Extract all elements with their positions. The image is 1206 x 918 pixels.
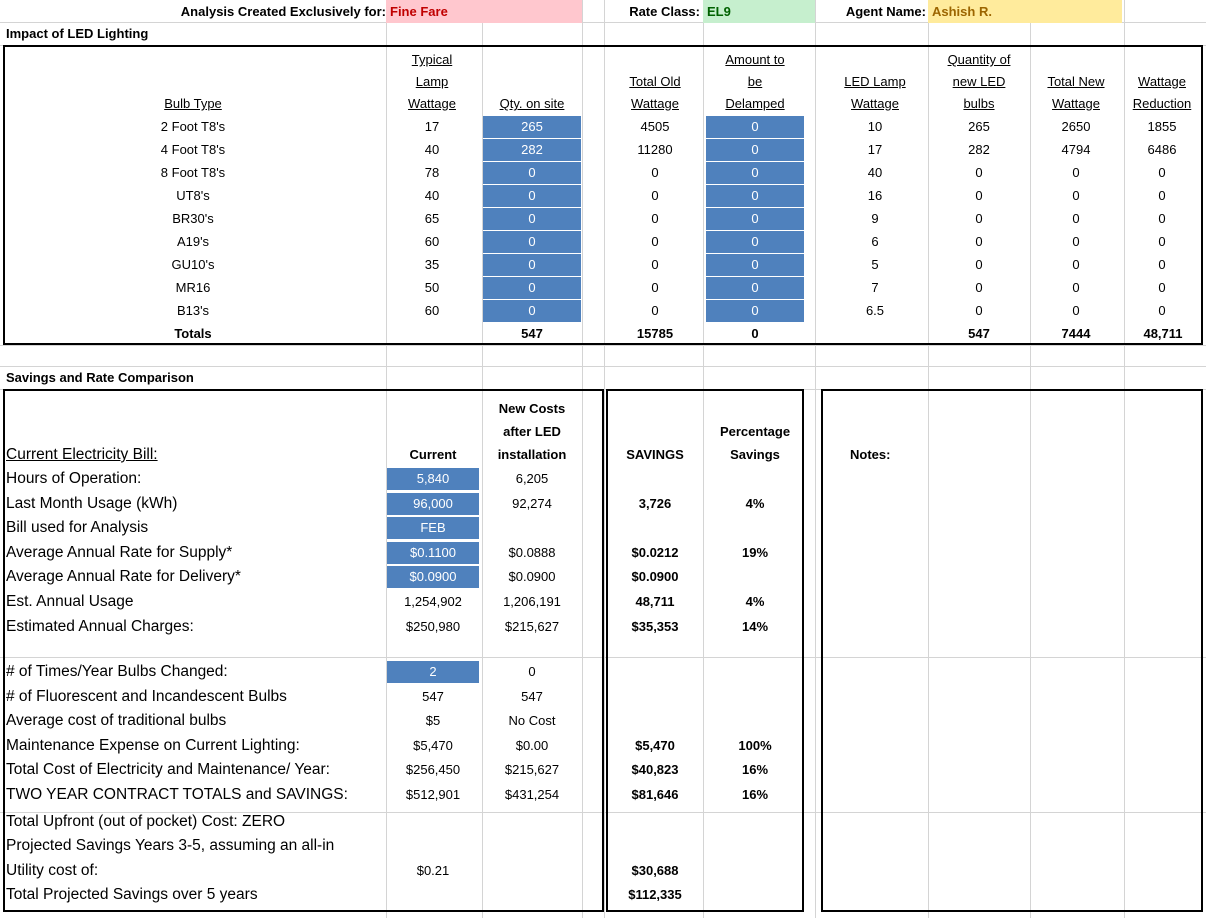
- total-old-wattage-cell: 4505: [640, 119, 670, 134]
- header-total-new-2: Wattage: [1052, 96, 1100, 111]
- header-total-old-wattage-1: Total Old: [629, 74, 681, 89]
- savings-title: Savings and Rate Comparison: [6, 370, 194, 385]
- savings-value-cell: $5,470: [635, 737, 675, 753]
- total-projected-label: Total Projected Savings over 5 years: [6, 886, 258, 903]
- qty-on-site-input[interactable]: 0: [483, 277, 581, 299]
- percentage-savings-cell: 100%: [738, 737, 772, 753]
- total-new-wattage-cell: 0: [1072, 188, 1080, 203]
- total-old-wattage-cell: 0: [651, 165, 659, 180]
- notes-label: Notes:: [850, 447, 891, 462]
- projected-rate: $0.21: [416, 863, 450, 878]
- savings-value-cell: 48,711: [635, 594, 675, 609]
- qty-on-site-input[interactable]: 265: [483, 116, 581, 138]
- typical-wattage-cell: 65: [424, 211, 440, 226]
- delamped-input[interactable]: 0: [706, 185, 804, 207]
- bulb-type-cell: A19's: [176, 234, 210, 249]
- percentage-savings-cell: 19%: [741, 544, 769, 560]
- led-wattage-cell: 6: [871, 234, 879, 249]
- new-cost-cell: No Cost: [508, 713, 556, 729]
- savings-row-label: TWO YEAR CONTRACT TOTALS and SAVINGS:: [6, 786, 348, 803]
- bulb-type-cell: UT8's: [176, 188, 210, 203]
- savings-row-label: Average Annual Rate for Delivery*: [6, 568, 241, 586]
- current-value-cell[interactable]: FEB: [387, 517, 479, 539]
- savings-row-label: # of Times/Year Bulbs Changed:: [6, 663, 228, 680]
- savings-row-label: Average Annual Rate for Supply*: [6, 543, 233, 561]
- new-led-qty-cell: 0: [975, 234, 983, 249]
- new-led-qty-cell: 0: [975, 211, 983, 226]
- current-value-cell[interactable]: 2: [387, 661, 479, 683]
- bulb-type-cell: MR16: [175, 280, 211, 295]
- bulb-type-cell: B13's: [176, 303, 210, 318]
- total-new-wattage-cell: 0: [1072, 165, 1080, 180]
- typical-wattage-cell: 50: [424, 280, 440, 295]
- current-value-cell[interactable]: 5,840: [387, 468, 479, 490]
- new-cost-cell: $215,627: [504, 618, 560, 634]
- totals-delamped: 0: [751, 326, 759, 341]
- header-reduction-1: Wattage: [1138, 74, 1186, 89]
- impact-title: Impact of LED Lighting: [6, 26, 149, 41]
- wattage-reduction-cell: 0: [1158, 188, 1166, 203]
- new-cost-cell: 547: [521, 688, 543, 704]
- total-old-wattage-cell: 11280: [637, 142, 673, 157]
- led-wattage-cell: 6.5: [865, 303, 885, 318]
- header-delamped-1: Amount to: [725, 52, 785, 67]
- totals-old-wattage: 15785: [636, 326, 674, 341]
- header-savings: SAVINGS: [626, 447, 684, 462]
- header-typical-wattage-2: Lamp: [415, 74, 449, 89]
- qty-on-site-input[interactable]: 0: [483, 162, 581, 184]
- delamped-input[interactable]: 0: [706, 231, 804, 253]
- new-led-qty-cell: 0: [975, 188, 983, 203]
- header-led-wattage-2: Wattage: [851, 96, 899, 111]
- wattage-reduction-cell: 0: [1158, 303, 1166, 318]
- current-value-cell[interactable]: 96,000: [387, 493, 479, 515]
- led-wattage-cell: 40: [867, 165, 883, 180]
- led-wattage-cell: 9: [871, 211, 879, 226]
- new-cost-cell: 6,205: [515, 471, 549, 486]
- savings-row-label: Bill used for Analysis: [6, 519, 149, 537]
- header-pct-1: Percentage: [719, 424, 791, 439]
- percentage-savings-cell: 16%: [741, 787, 769, 802]
- current-value-cell[interactable]: $0.1100: [387, 542, 479, 564]
- total-old-wattage-cell: 0: [651, 188, 659, 203]
- qty-on-site-input[interactable]: 282: [483, 139, 581, 161]
- wattage-reduction-cell: 0: [1158, 165, 1166, 180]
- savings-row-label: Total Cost of Electricity and Maintenance/ Year:: [6, 761, 330, 779]
- total-new-wattage-cell: 0: [1072, 234, 1080, 249]
- current-bill-label: Current Electricity Bill:: [6, 446, 158, 463]
- delamped-input[interactable]: 0: [706, 277, 804, 299]
- bulb-type-cell: GU10's: [171, 257, 215, 272]
- totals-reduction: 48,711: [1143, 326, 1183, 341]
- agent-label: Agent Name:: [845, 4, 926, 19]
- rate-class-value: EL9: [703, 0, 815, 23]
- qty-on-site-input[interactable]: 0: [483, 231, 581, 253]
- savings-row-label: Maintenance Expense on Current Lighting:: [6, 736, 300, 754]
- typical-wattage-cell: 60: [424, 234, 440, 249]
- total-new-wattage-cell: 0: [1072, 280, 1080, 295]
- new-cost-cell: $0.00: [515, 737, 549, 753]
- current-value-cell: $256,450: [405, 762, 461, 778]
- qty-on-site-input[interactable]: 0: [483, 185, 581, 207]
- savings-value-cell: $35,353: [631, 618, 679, 634]
- savings-value-cell: $40,823: [631, 762, 679, 778]
- qty-on-site-input[interactable]: 0: [483, 254, 581, 276]
- wattage-reduction-cell: 0: [1158, 257, 1166, 272]
- new-cost-cell: $431,254: [504, 787, 560, 802]
- delamped-input[interactable]: 0: [706, 254, 804, 276]
- total-old-wattage-cell: 0: [651, 257, 659, 272]
- header-bulb-type: Bulb Type: [164, 96, 222, 111]
- header-new-qty-3: bulbs: [963, 96, 995, 111]
- total-new-wattage-cell: 4794: [1061, 142, 1091, 157]
- upfront-label: Total Upfront (out of pocket) Cost: ZERO: [6, 813, 286, 830]
- savings-row-label: Hours of Operation:: [6, 470, 142, 487]
- new-led-qty-cell: 282: [968, 142, 990, 157]
- new-cost-cell: $215,627: [504, 762, 560, 778]
- header-led-wattage-1: LED Lamp: [844, 74, 906, 89]
- savings-center-box: [606, 389, 804, 912]
- savings-row-label: Estimated Annual Charges:: [6, 617, 194, 635]
- bulb-type-cell: 4 Foot T8's: [160, 142, 226, 157]
- percentage-savings-cell: 4%: [745, 594, 765, 609]
- delamped-input[interactable]: 0: [706, 300, 804, 322]
- totals-new-wattage: 7444: [1061, 326, 1091, 341]
- header-typical-wattage-1: Typical: [411, 52, 453, 67]
- bulb-type-cell: 8 Foot T8's: [160, 165, 226, 180]
- header-new-costs-1: New Costs: [498, 401, 566, 416]
- header-qty-on-site: Qty. on site: [499, 96, 565, 111]
- percentage-savings-cell: 16%: [741, 762, 769, 778]
- typical-wattage-cell: 78: [424, 165, 440, 180]
- typical-wattage-cell: 35: [424, 257, 440, 272]
- bulb-type-cell: BR30's: [172, 211, 214, 226]
- total-old-wattage-cell: 0: [651, 234, 659, 249]
- wattage-reduction-cell: 0: [1158, 211, 1166, 226]
- qty-on-site-input[interactable]: 0: [483, 208, 581, 230]
- savings-value-cell: $0.0900: [631, 569, 679, 585]
- total-old-wattage-cell: 0: [651, 303, 659, 318]
- new-led-qty-cell: 0: [975, 165, 983, 180]
- header-delamped-2: be: [747, 74, 763, 89]
- header-reduction-2: Reduction: [1132, 96, 1192, 111]
- total-new-wattage-cell: 0: [1072, 303, 1080, 318]
- totals-label: Totals: [174, 326, 212, 341]
- projected-label-2: Utility cost of:: [6, 862, 99, 879]
- new-led-qty-cell: 0: [975, 303, 983, 318]
- new-cost-cell: $0.0888: [508, 544, 556, 560]
- header-total-new-1: Total New: [1047, 74, 1105, 89]
- savings-value-cell: 3,726: [638, 495, 672, 511]
- new-led-qty-cell: 265: [968, 119, 990, 134]
- header-new-costs-3: installation: [497, 447, 567, 462]
- qty-on-site-input[interactable]: 0: [483, 300, 581, 322]
- delamped-input[interactable]: 0: [706, 162, 804, 184]
- header-pct-2: Savings: [730, 447, 780, 462]
- analysis-label: Analysis Created Exclusively for:: [180, 4, 386, 19]
- total-old-wattage-cell: 0: [651, 211, 659, 226]
- savings-row-label: Average cost of traditional bulbs: [6, 712, 227, 730]
- wattage-reduction-cell: 1855: [1147, 119, 1177, 134]
- typical-wattage-cell: 40: [424, 188, 440, 203]
- savings-value-cell: $0.0212: [631, 544, 679, 560]
- projected-savings: $30,688: [631, 863, 679, 878]
- total-new-wattage-cell: 0: [1072, 211, 1080, 226]
- led-wattage-cell: 10: [867, 119, 883, 134]
- delamped-input[interactable]: 0: [706, 139, 804, 161]
- savings-value-cell: $81,646: [631, 787, 679, 802]
- wattage-reduction-cell: 0: [1158, 234, 1166, 249]
- notes-box: [821, 389, 1203, 912]
- header-new-qty-2: new LED: [952, 74, 1006, 89]
- header-new-qty-1: Quantity of: [947, 52, 1011, 67]
- total-projected-savings: $112,335: [628, 887, 682, 902]
- led-wattage-cell: 5: [871, 257, 879, 272]
- client-name: Fine Fare: [386, 0, 582, 23]
- current-value-cell: $512,901: [405, 787, 461, 802]
- current-value-cell: 1,254,902: [404, 594, 462, 609]
- total-old-wattage-cell: 0: [651, 280, 659, 295]
- new-led-qty-cell: 0: [975, 280, 983, 295]
- new-cost-cell: 0: [528, 664, 536, 679]
- new-cost-cell: 92,274: [512, 495, 552, 511]
- typical-wattage-cell: 60: [424, 303, 440, 318]
- agent-value: Ashish R.: [928, 0, 1122, 23]
- delamped-input[interactable]: 0: [706, 208, 804, 230]
- current-value-cell: 547: [422, 688, 444, 704]
- delamped-input[interactable]: 0: [706, 116, 804, 138]
- projected-label-1: Projected Savings Years 3-5, assuming an all-in: [6, 837, 335, 854]
- wattage-reduction-cell: 0: [1158, 280, 1166, 295]
- typical-wattage-cell: 40: [424, 142, 440, 157]
- total-new-wattage-cell: 2650: [1061, 119, 1091, 134]
- savings-row-label: Last Month Usage (kWh): [6, 494, 178, 512]
- current-value-cell: $5,470: [413, 737, 453, 753]
- current-value-cell: $250,980: [405, 618, 461, 634]
- grid-row-line: [0, 345, 1206, 346]
- savings-row-label: # of Fluorescent and Incandescent Bulbs: [6, 687, 287, 705]
- header-total-old-wattage-2: Wattage: [631, 96, 679, 111]
- wattage-reduction-cell: 6486: [1147, 142, 1177, 157]
- current-value-cell: $5: [425, 713, 441, 729]
- new-led-qty-cell: 0: [975, 257, 983, 272]
- rate-class-label: Rate Class:: [629, 4, 700, 19]
- new-cost-cell: 1,206,191: [503, 594, 561, 609]
- led-wattage-cell: 17: [867, 142, 883, 157]
- typical-wattage-cell: 17: [424, 119, 440, 134]
- percentage-savings-cell: 4%: [745, 495, 765, 511]
- header-current: Current: [409, 447, 457, 462]
- header-typical-wattage-3: Wattage: [408, 96, 456, 111]
- totals-qty: 547: [521, 326, 543, 341]
- totals-new-qty: 547: [968, 326, 990, 341]
- current-value-cell[interactable]: $0.0900: [387, 566, 479, 588]
- header-new-costs-2: after LED: [503, 424, 561, 439]
- savings-row-label: Est. Annual Usage: [6, 593, 134, 610]
- new-cost-cell: $0.0900: [508, 569, 556, 585]
- header-delamped-3: Delamped: [725, 96, 785, 111]
- led-wattage-cell: 16: [867, 188, 883, 203]
- percentage-savings-cell: 14%: [741, 618, 769, 634]
- total-new-wattage-cell: 0: [1072, 257, 1080, 272]
- bulb-type-cell: 2 Foot T8's: [160, 119, 226, 134]
- led-wattage-cell: 7: [871, 280, 879, 295]
